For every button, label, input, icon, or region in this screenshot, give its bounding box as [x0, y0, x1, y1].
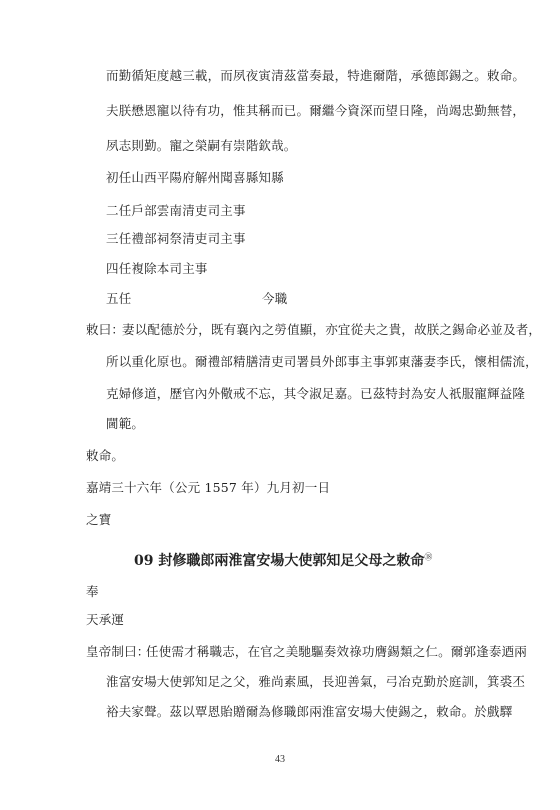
edict2-line: 淮富安場大使郭知足之父，雅尚素風，長迎善氣，弓冶克勤於庭訓，箕裘丕 [106, 674, 526, 689]
section-heading-text: 09 封修職郎兩淮富安場大使郭知足父母之敕命 [134, 553, 425, 569]
edict2-label: 皇帝制曰： [86, 644, 150, 659]
body-line: 夙志則勤。寵之榮嗣有崇階欽哉。 [106, 138, 297, 153]
career-item: 五任 [106, 291, 132, 306]
career-item: 二任戶部雲南清吏司主事 [106, 203, 246, 218]
edict-line: 妻以配德於分，既有襄內之勞值顯，亦宜從夫之貴，故朕之錫命必並及者， [122, 322, 542, 337]
section-heading [134, 550, 432, 570]
current-post-label: 今職 [262, 291, 288, 306]
edict2-line: 任使需才稱職志，在官之美馳驅奏效祿功膺錫類之仁。爾郭逢泰迺兩 [146, 644, 528, 659]
edict2-line: 裕夫家聲。茲以覃恩貽贈爾為修職郎兩淮富安場大使錫之，敕命。於戲驛 [106, 704, 513, 719]
tian-text: 天承運 [86, 612, 125, 627]
edict-line: 克婦修道，歷官內外儆戒不忘，其令淑足嘉。已茲特封為安人祇服寵輝益隆 [106, 386, 526, 401]
closing-text: 敕命。 [86, 448, 125, 463]
body-line: 夫朕懋恩寵以待有功，惟其稱而已。爾繼今資深而望日隆，尚竭忠勤無替， [106, 103, 526, 118]
seal-text: 之寶 [86, 512, 112, 527]
career-item: 三任禮部祠祭清吏司主事 [106, 231, 246, 246]
edict-line: 閫範。 [106, 416, 145, 431]
edict-line: 所以重化原也。爾禮部精膳清吏司署員外郎事主事郭東藩妻李氏，懷相儒流， [106, 354, 538, 369]
feng-text: 奉 [86, 584, 99, 599]
date-line: 嘉靖三十六年（公元 1557 年）九月初一日 [86, 480, 331, 495]
body-line: 而勤循矩度越三載，而夙夜寅清茲當奏最，特進爾階，承德郎錫之。敕命。 [106, 68, 526, 83]
footnote-marker: ⑱ [424, 552, 433, 562]
career-item: 四任複除本司主事 [106, 261, 208, 276]
career-item: 初任山西平陽府解州聞喜縣知縣 [106, 170, 284, 185]
page-number: 43 [275, 754, 285, 765]
edict-label: 敕曰： [86, 322, 125, 337]
